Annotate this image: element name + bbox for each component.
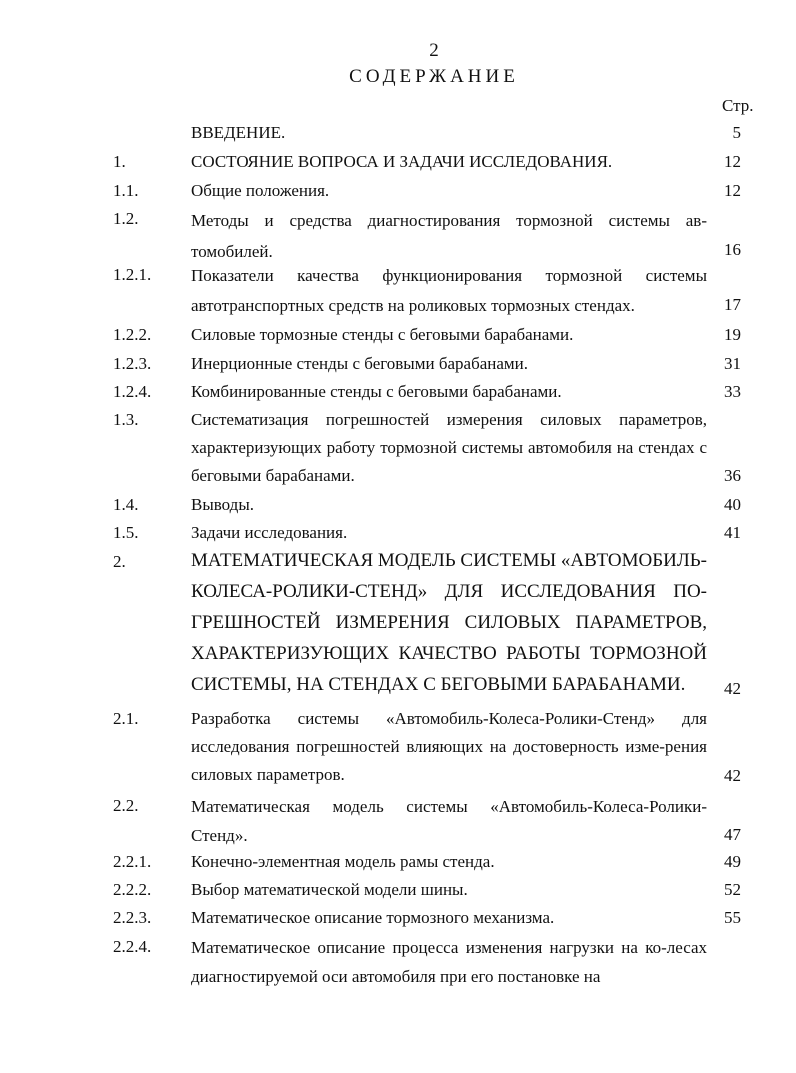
toc-entry-number: 2.2.3. [113, 908, 152, 927]
toc-entry-title: СОСТОЯНИЕ ВОПРОСА И ЗАДАЧИ ИССЛЕДОВАНИЯ. [191, 152, 613, 171]
toc-entry-title: МАТЕМАТИЧЕСКАЯ МОДЕЛЬ СИСТЕМЫ «АВТОМОБИЛЬ-КОЛЕСА-РОЛИКИ-СТЕНД» ДЛЯ ИССЛЕДОВАНИЯ ПО-ГРЕШНОСТЕЙ ИЗМЕРЕНИЯ СИЛОВЫХ ПАРАМЕТРОВ, ХАРАКТЕРИЗУЮЩИХ КАЧЕСТВО РАБОТЫ ТОРМОЗНОЙ СИСТЕМЫ, НА СТЕНДАХ С БЕГОВЫМИ БАРАБАНАМИ. [191, 550, 707, 695]
page-number: 2 [429, 40, 439, 61]
toc-entry-title: Инерционные стенды с беговыми барабанами. [191, 354, 529, 373]
toc-entry-page: 31 [724, 354, 741, 373]
toc-entry-number: 1.3. [113, 410, 139, 429]
toc-entry-number: 2. [113, 552, 126, 571]
toc-entry-page: 42 [724, 679, 741, 698]
toc-entry-title: Задачи исследования. [191, 523, 348, 542]
toc-entry-number: 2.2. [113, 796, 139, 815]
toc-entry-page: 41 [724, 523, 741, 542]
toc-entry-page: 40 [724, 495, 741, 514]
toc-entry-page: 47 [724, 825, 741, 844]
toc-entry-title: Общие положения. [191, 181, 330, 200]
toc-entry-page: 55 [724, 908, 741, 927]
toc-entry-title: Выводы. [191, 495, 255, 514]
toc-entry-number: 2.2.1. [113, 852, 152, 871]
toc-entry-title: Разработка системы «Автомобиль-Колеса-Ролики-Стенд» для исследования погрешностей влияющих на достоверность изме-рения силовых параметров. [191, 709, 707, 784]
toc-entry-title: Методы и средства диагностирования тормозной системы ав-томобилей. [191, 211, 707, 261]
toc-entry-number: 1.2. [113, 209, 139, 228]
toc-entry-title: Конечно-элементная модель рамы стенда. [191, 852, 495, 871]
toc-entry-number: 1.4. [113, 495, 139, 514]
toc-entry-title: ВВЕДЕНИЕ. [191, 123, 286, 142]
page-title: СОДЕРЖАНИЕ [349, 66, 519, 87]
toc-entry-number: 1.5. [113, 523, 139, 542]
toc-entry-page: 42 [724, 766, 741, 785]
toc-entry-page: 5 [732, 123, 741, 142]
toc-entry-title: Показатели качества функционирования тормозной системы автотранспортных средств на роликовых тормозных стендах. [191, 266, 707, 315]
toc-entry-number: 1.2.2. [113, 325, 152, 344]
toc-entry-title: Комбинированные стенды с беговыми барабанами. [191, 382, 562, 401]
toc-entry-title: Выбор математической модели шины. [191, 880, 468, 899]
toc-entry-title: Систематизация погрешностей измерения силовых параметров, характеризующих работу тормозной системы автомобиля на стендах с беговыми барабанами. [191, 410, 707, 485]
toc-entry-title: Математическое описание тормозного механизма. [191, 908, 555, 927]
toc-entry-page: 19 [724, 325, 741, 344]
toc-entry-number: 1.1. [113, 181, 139, 200]
toc-entry-title: Математическая модель системы «Автомобиль-Колеса-Ролики-Стенд». [191, 797, 707, 845]
page-column-header: Стр. [722, 96, 754, 115]
toc-entry-page: 17 [724, 295, 741, 314]
toc-entry-page: 12 [724, 181, 741, 200]
toc-entry-number: 1.2.1. [113, 265, 152, 284]
toc-entry-title: Силовые тормозные стенды с беговыми барабанами. [191, 325, 574, 344]
toc-entry-number: 1. [113, 152, 126, 171]
toc-entry-number: 1.2.4. [113, 382, 152, 401]
toc-entry-title: Математическое описание процесса изменения нагрузки на ко-лесах диагностируемой оси автомобиля при его постановке на [191, 938, 707, 986]
toc-entry-page: 16 [724, 240, 741, 259]
toc-entry-page: 52 [724, 880, 741, 899]
toc-entry-number: 2.2.4. [113, 937, 152, 956]
toc-entry-number: 2.2.2. [113, 880, 152, 899]
toc-entry-page: 12 [724, 152, 741, 171]
toc-entry-number: 2.1. [113, 709, 139, 728]
toc-entry-page: 49 [724, 852, 741, 871]
toc-entry-page: 36 [724, 466, 741, 485]
toc-entry-number: 1.2.3. [113, 354, 152, 373]
toc-entry-page: 33 [724, 382, 741, 401]
